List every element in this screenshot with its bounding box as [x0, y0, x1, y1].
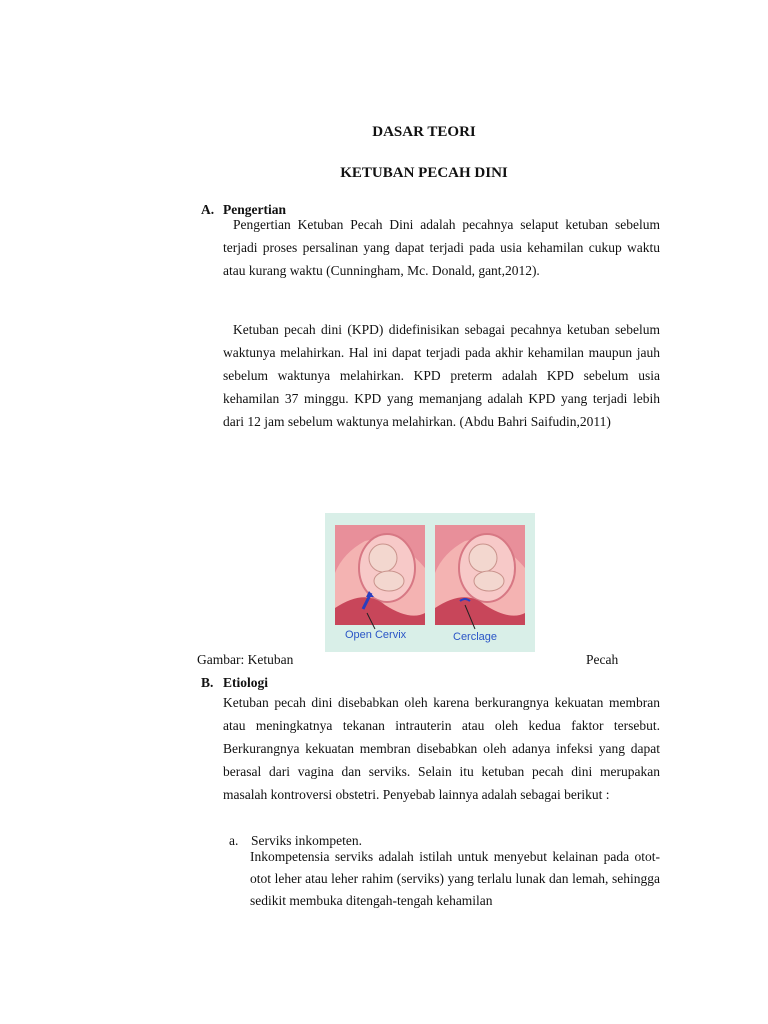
- section-b-number: B.: [201, 675, 214, 690]
- figure-caption-right: Pecah: [586, 652, 619, 667]
- figure-caption-left: Gambar: Ketuban: [197, 652, 294, 667]
- figure-image: [325, 513, 535, 652]
- document-title: DASAR TEORI: [372, 124, 476, 140]
- document-subtitle: KETUBAN PECAH DINI: [340, 165, 508, 181]
- list-item-a-text: Inkompetensia serviks adalah istilah untuk menyebut kelainan pada otot-otot leher atau leher rahim (serviks) yang terlalu lunak dan lemah, sehingga sedikit membuka ditengah-tengah kehamilan: [250, 849, 660, 908]
- section-a-paragraph-1: Pengertian Ketuban Pecah Dini adalah pecahnya selaput ketuban sebelum terjadi proses persalinan yang dapat terjadi pada usia kehamilan cukup waktu atau kurang waktu (Cunningham, Mc. Donald, gant,2012).: [223, 217, 660, 278]
- list-item-title: Serviks inkompeten.: [251, 833, 362, 848]
- section-b-paragraph: Ketuban pecah dini disebabkan oleh karena berkurangnya kekuatan membran atau meningkatnya tekanan intrauterin atau oleh kedua faktor tersebut. Berkurangnya kekuatan membran disebabkan oleh adanya infeksi yang dapat berasal dari vagina dan serviks. Selain itu ketuban pecah dini merupakan masalah kontroversi obstetri. Penyebab lainnya adalah sebagai berikut :: [223, 695, 660, 802]
- cervix-illustration: [325, 513, 535, 652]
- section-b-title: Etiologi: [223, 675, 269, 690]
- section-a-number: A.: [201, 202, 215, 217]
- section-a-title: Pengertian: [223, 202, 286, 217]
- label-open-cervix: Open Cervix: [345, 629, 407, 641]
- label-cerclage: Cerclage: [453, 631, 498, 643]
- section-b-heading: [201, 675, 268, 691]
- panel-open-cervix: [335, 525, 425, 629]
- list-item-letter: a.: [229, 833, 239, 848]
- panel-cerclage: [435, 525, 525, 629]
- section-a-paragraph-2: Ketuban pecah dini (KPD) didefinisikan sebagai pecahnya ketuban sebelum waktunya melahirkan. Hal ini dapat terjadi pada akhir kehamilan maupun jauh sebelum waktunya melahirkan. KPD preterm adalah KPD sebelum usia kehamilan 37 minggu. KPD yang memanjang adalah KPD yang terjadi lebih dari 12 jam sebelum waktunya melahirkan. (Abdu Bahri Saifudin,2011): [223, 322, 660, 429]
